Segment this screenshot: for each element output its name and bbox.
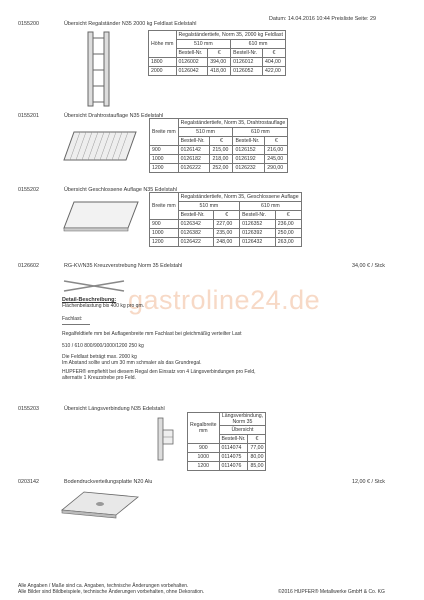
col-header: Bestell-Nr.	[240, 211, 276, 220]
footer-line: Alle Bilder sind Bildbeispiele, technische Änderungen vorbehalten, ohne Dekoration.	[18, 589, 205, 595]
article-price: 34,00 € / Stck	[352, 263, 385, 269]
table-row: 1200 0126422 248,00 0126432 263,00	[150, 238, 302, 247]
watermark-domain: .de	[281, 285, 321, 315]
article-code: 0203142	[18, 479, 39, 485]
table-row: 1000 0126382 235,00 0126392 250,00	[150, 229, 302, 238]
group-header: Regalständertiefe, Norm 35, 2000 kg Feldlast	[176, 31, 285, 40]
watermark-text: gastroline	[128, 285, 251, 315]
shelf-upright-image	[84, 30, 114, 108]
col-header: Bestell-Nr.	[231, 49, 263, 58]
col-header: Bestell-Nr.	[219, 435, 248, 444]
article-title: Übersicht Geschlossene Auflage N35 Edelstahl	[64, 187, 177, 193]
table-row: 900 0126342 227,00 0126352 236,00	[150, 220, 302, 229]
description-line: Fachlast:	[62, 316, 83, 322]
article-code: 0155202	[18, 187, 39, 193]
detail-heading: Detail-Beschreibung:	[62, 297, 117, 303]
row-header: Regalbreite mm	[188, 413, 220, 444]
footer-copyright: ©2016 HUPFER® Metallwerke GmbH & Co. KG	[278, 589, 385, 595]
article-title: Bodendruckverteilungsplatte N20 Alu	[64, 479, 153, 485]
sub-header: Übersicht	[219, 426, 266, 435]
table-row: 1000 0114075 80,00	[188, 453, 266, 462]
col-header: Bestell-Nr.	[176, 49, 208, 58]
depth-header: 610 mm	[231, 40, 286, 49]
table-row: 1800 0126002 394,00 0126012 404,00	[149, 58, 286, 67]
page-number: 29	[370, 16, 376, 22]
description-line: Die Feldlast beträgt max. 2000 kg	[62, 354, 137, 360]
description-line: alternativ 1 Kreuzstrebe pro Feld.	[62, 375, 136, 381]
col-header: €	[275, 211, 301, 220]
description-line: Flächenbelastung bis 400 kg pro qm.	[62, 303, 144, 309]
table-row: 1200 0114076 85,00	[188, 462, 266, 471]
datum-label: Datum:	[269, 16, 287, 22]
depth-header: 610 mm	[233, 128, 288, 137]
article-price: 12,00 € / Stck	[352, 479, 385, 485]
depth-header: 610 mm	[240, 202, 302, 211]
table-row: 900 0114074 77,00	[188, 444, 266, 453]
table-row: 1000 0126182 218,00 0126192 245,00	[150, 155, 288, 164]
depth-header: 510 mm	[178, 202, 239, 211]
description-line: Regalfeldtiefe mm bei Auflagenbreite mm Fachlast bei gleichmäßig verteilter Last	[62, 331, 242, 337]
table-row: 2000 0126042 418,00 0126052 422,00	[149, 67, 286, 76]
article-title: RG-KV/N35 Kreuzverstrebung Norm 35 Edelstahl	[64, 263, 183, 269]
col-header: €	[210, 137, 233, 146]
datum-value: 14.04.2016 10:44	[287, 16, 330, 22]
col-header: €	[262, 49, 285, 58]
price-table	[187, 412, 266, 471]
price-table	[148, 30, 286, 76]
article-code: 0155203	[18, 406, 39, 412]
col-header: €	[248, 435, 266, 444]
depth-header: 510 mm	[178, 128, 233, 137]
description-line: 510 / 610 800/900/1000/1200 250 kg	[62, 343, 144, 349]
watermark-number: 24	[250, 285, 282, 315]
watermark	[128, 285, 320, 316]
price-table	[149, 118, 288, 173]
description-line: Im Abstand sollte und um 30 mm schmaler als das Grundregal.	[62, 360, 202, 366]
col-header: €	[208, 49, 231, 58]
col-header: Bestell-Nr.	[178, 211, 214, 220]
article-title: Übersicht Längsverbindung N35 Edelstahl	[64, 406, 165, 412]
row-header: Höhe mm	[149, 31, 177, 58]
longitudinal-connector-image	[152, 416, 176, 462]
footer-line: Alle Angaben / Maße sind ca. Angaben, technische Änderungen vorbehalten.	[18, 583, 189, 589]
col-header: €	[265, 137, 288, 146]
cross-brace-image	[62, 278, 126, 294]
base-plate-image	[60, 489, 140, 523]
col-header: Bestell-Nr.	[233, 137, 265, 146]
row-header: Breite mm	[150, 119, 179, 146]
table-row: 1200 0126222 252,00 0126232 290,00	[150, 164, 288, 173]
group-header: Längsverbindung, Norm 35	[219, 413, 266, 426]
description-line: HUPFER® empfiehlt bei diesem Regal den Einsatz von 4 Längsverbindungen pro Feld,	[62, 369, 256, 375]
depth-header: 510 mm	[176, 40, 231, 49]
closed-shelf-image	[60, 200, 142, 234]
divider	[62, 324, 90, 325]
col-header: €	[214, 211, 240, 220]
article-code: 0126602	[18, 263, 39, 269]
wire-shelf-image	[60, 130, 140, 164]
group-header: Regalständertiefe, Norm 35, Drahtrostauflage	[178, 119, 288, 128]
price-table	[149, 192, 302, 247]
page-header	[269, 16, 376, 22]
row-header: Breite mm	[150, 193, 179, 220]
table-row: 900 0126142 215,00 0126152 216,00	[150, 146, 288, 155]
group-header: Regalständertiefe, Norm 35, Geschlossene Auflage	[178, 193, 301, 202]
article-code: 0155200	[18, 21, 39, 27]
list-label: Preisliste Seite:	[331, 16, 369, 22]
article-title: Übersicht Regalständer N35 2000 kg Feldlast Edelstahl	[64, 21, 197, 27]
article-title: Übersicht Drahtrostauflage N35 Edelstahl	[64, 113, 164, 119]
article-code: 0155201	[18, 113, 39, 119]
col-header: Bestell-Nr.	[178, 137, 210, 146]
